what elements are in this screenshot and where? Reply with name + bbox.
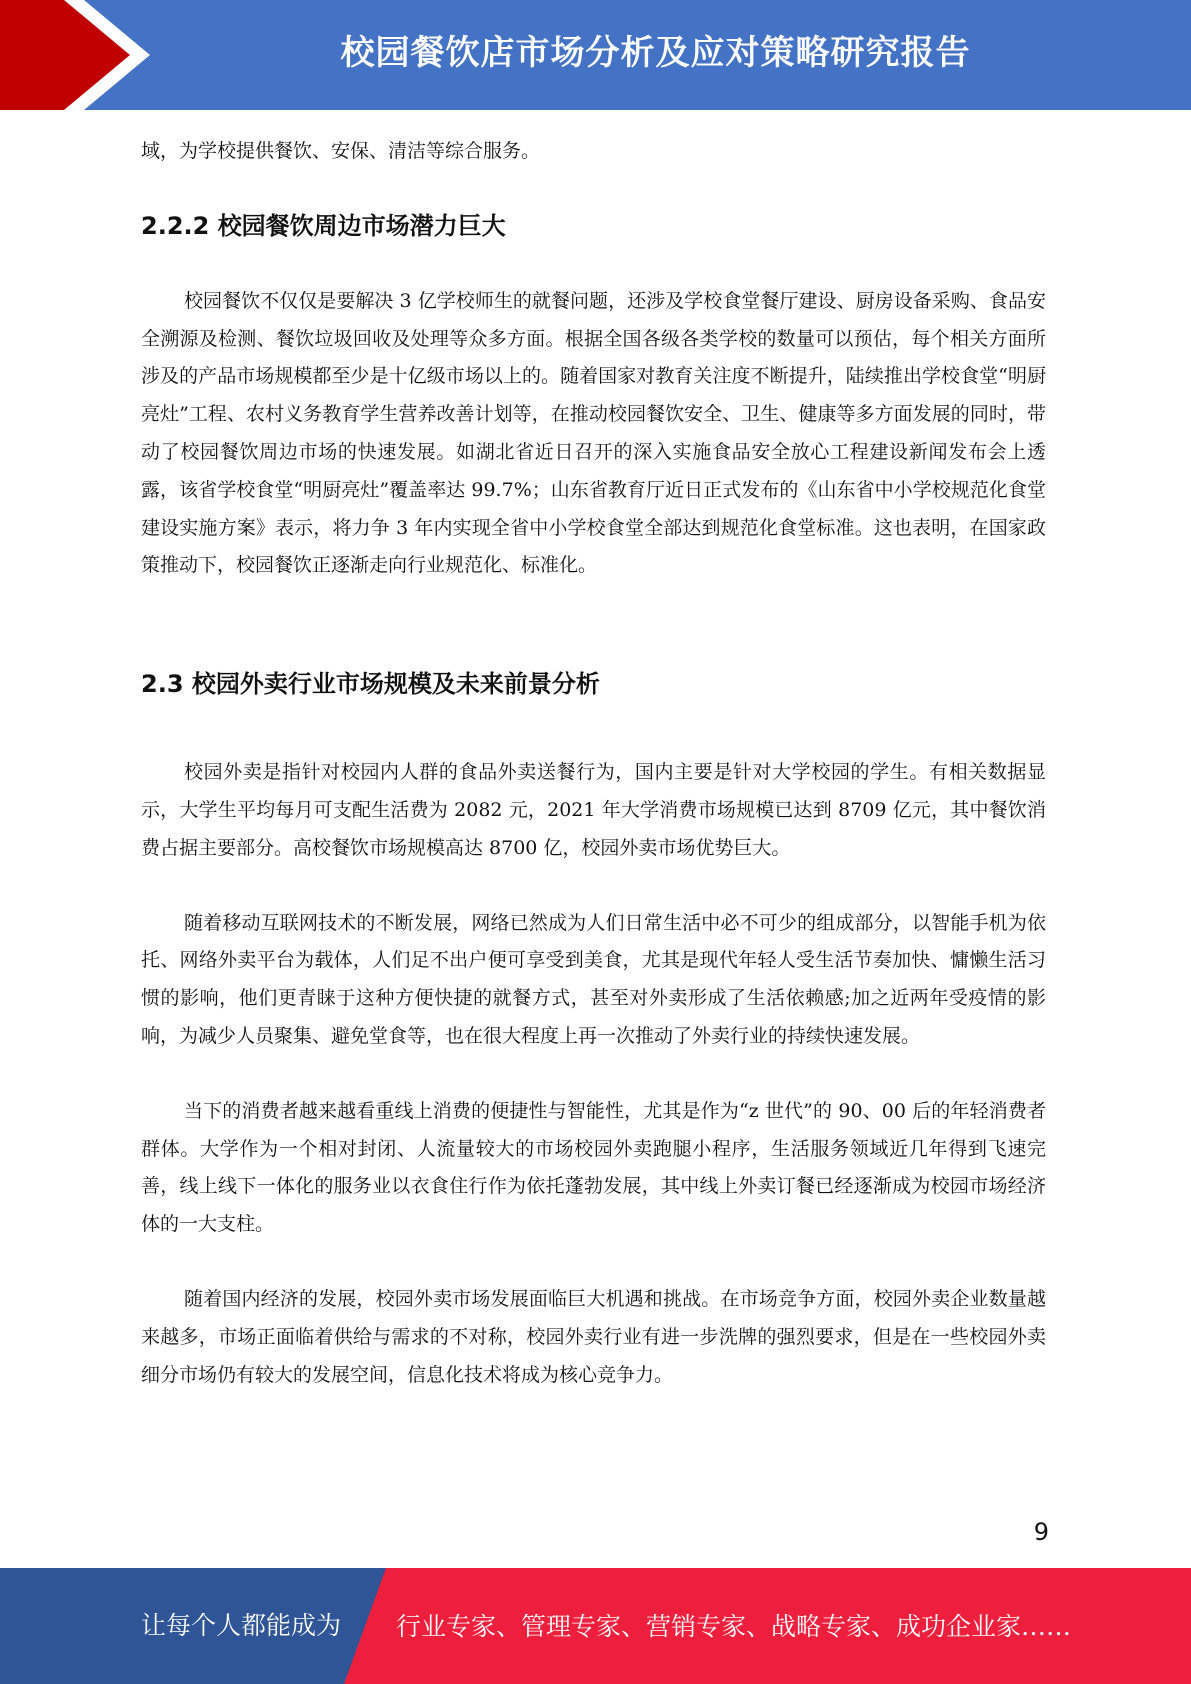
paragraph-2-3-4: 随着国内经济的发展，校园外卖市场发展面临巨大机遇和挑战。在市场竞争方面，校园外卖企业数量越来越多，市场正面临着供给与需求的不对称，校园外卖行业有进一步洗牌的强烈要求，但是在一些校园外卖细分市场仍有较大的发展空间，信息化技术将成为核心竞争力。 — [141, 1287, 1046, 1386]
report-title: 校园餐饮店市场分析及应对策略研究报告 — [340, 33, 971, 73]
spacer — [141, 1244, 1046, 1281]
spacer — [141, 244, 1046, 283]
footer-slogan-left: 让每个人都能成为 — [141, 1611, 342, 1640]
paragraph-2-3-1: 校园外卖是指针对校园内人群的食品外卖送餐行为，国内主要是针对大学校园的学生。有相关数据显示，大学生平均每月可支配生活费为 2082 元，2021 年大学消费市场规模已达到 8709 亿元，其中餐饮消费占据主要部分。高校餐饮市场规模高达 8700 亿，校园外卖市场优势巨大。 — [141, 761, 1046, 859]
report-body — [141, 133, 1046, 1394]
section-heading-2-3: 2.3 校园外卖行业市场规模及未来前景分析 — [141, 670, 600, 699]
paragraph-2-3-3: 当下的消费者越来越看重线上消费的便捷性与智能性，尤其是作为“z 世代”的 90、00 后的年轻消费者群体。大学作为一个相对封闭、人流量较大的市场校园外卖跑腿小程序，生活服务领域近几年得到飞速完善，线上线下一体化的服务业以衣食住行作为依托蓬勃发展，其中线上外卖订餐已经逐渐成为校园市场经济体的一大支柱。 — [141, 1099, 1046, 1236]
page-header-banner — [0, 0, 1191, 110]
paragraph-2-3-2: 随着移动互联网技术的不断发展，网络已然成为人们日常生活中必不可少的组成部分，以智能手机为依托、网络外卖平台为载体，人们足不出户便可享受到美食，尤其是现代年轻人受生活节奏加快、慵懒生活习惯的影响，他们更青睐于这种方便快捷的就餐方式，甚至对外卖形成了生活依赖感;加之近两年受疫情的影响，为减少人员聚集、避免堂食等，也在很大程度上再一次推动了外卖行业的持续快速发展。 — [141, 911, 1046, 1047]
intro-line: 域，为学校提供餐饮、安保、清洁等综合服务。 — [141, 140, 541, 162]
spacer — [141, 702, 1046, 754]
page-number: 9 — [1033, 1518, 1049, 1546]
header-red-arrow-shape — [0, 0, 150, 110]
spacer — [141, 1056, 1046, 1093]
spacer — [141, 868, 1046, 905]
paragraph-2-2-2: 校园餐饮不仅仅是要解决 3 亿学校师生的就餐问题，还涉及学校食堂餐厅建设、厨房设备采购、食品安全溯源及检测、餐饮垃圾回收及处理等众多方面。根据全国各级各类学校的数量可以预估，每个相关方面所涉及的产品市场规模都至少是十亿级市场以上的。随着国家对教育关注度不断提升，陆续推出学校食堂“明厨亮灶”工程、农村义务教育学生营养改善计划等，在推动校园餐饮安全、卫生、健康等多方面发展的同时，带动了校园餐饮周边市场的快速发展。如湖北省近日召开的深入实施食品安全放心工程建设新闻发布会上透露，该省学校食堂“明厨亮灶”覆盖率达 99.7%；山东省教育厅近日正式发布的《山东省中小学校规范化食堂建设实施方案》表示，将力争 3 年内实现全省中小学校食堂全部达到规范化食堂标准。这也表明，在国家政策推动下，校园餐饮正逐渐走向行业规范化、标准化。 — [141, 289, 1046, 577]
spacer — [141, 585, 1046, 666]
section-heading-2-2-2: 2.2.2 校园餐饮周边市场潜力巨大 — [141, 211, 506, 240]
footer-slogan-right: 行业专家、管理专家、营销专家、战略专家、成功企业家…… — [396, 1612, 1072, 1641]
spacer — [141, 171, 1046, 208]
page-footer-banner — [0, 1568, 1191, 1684]
